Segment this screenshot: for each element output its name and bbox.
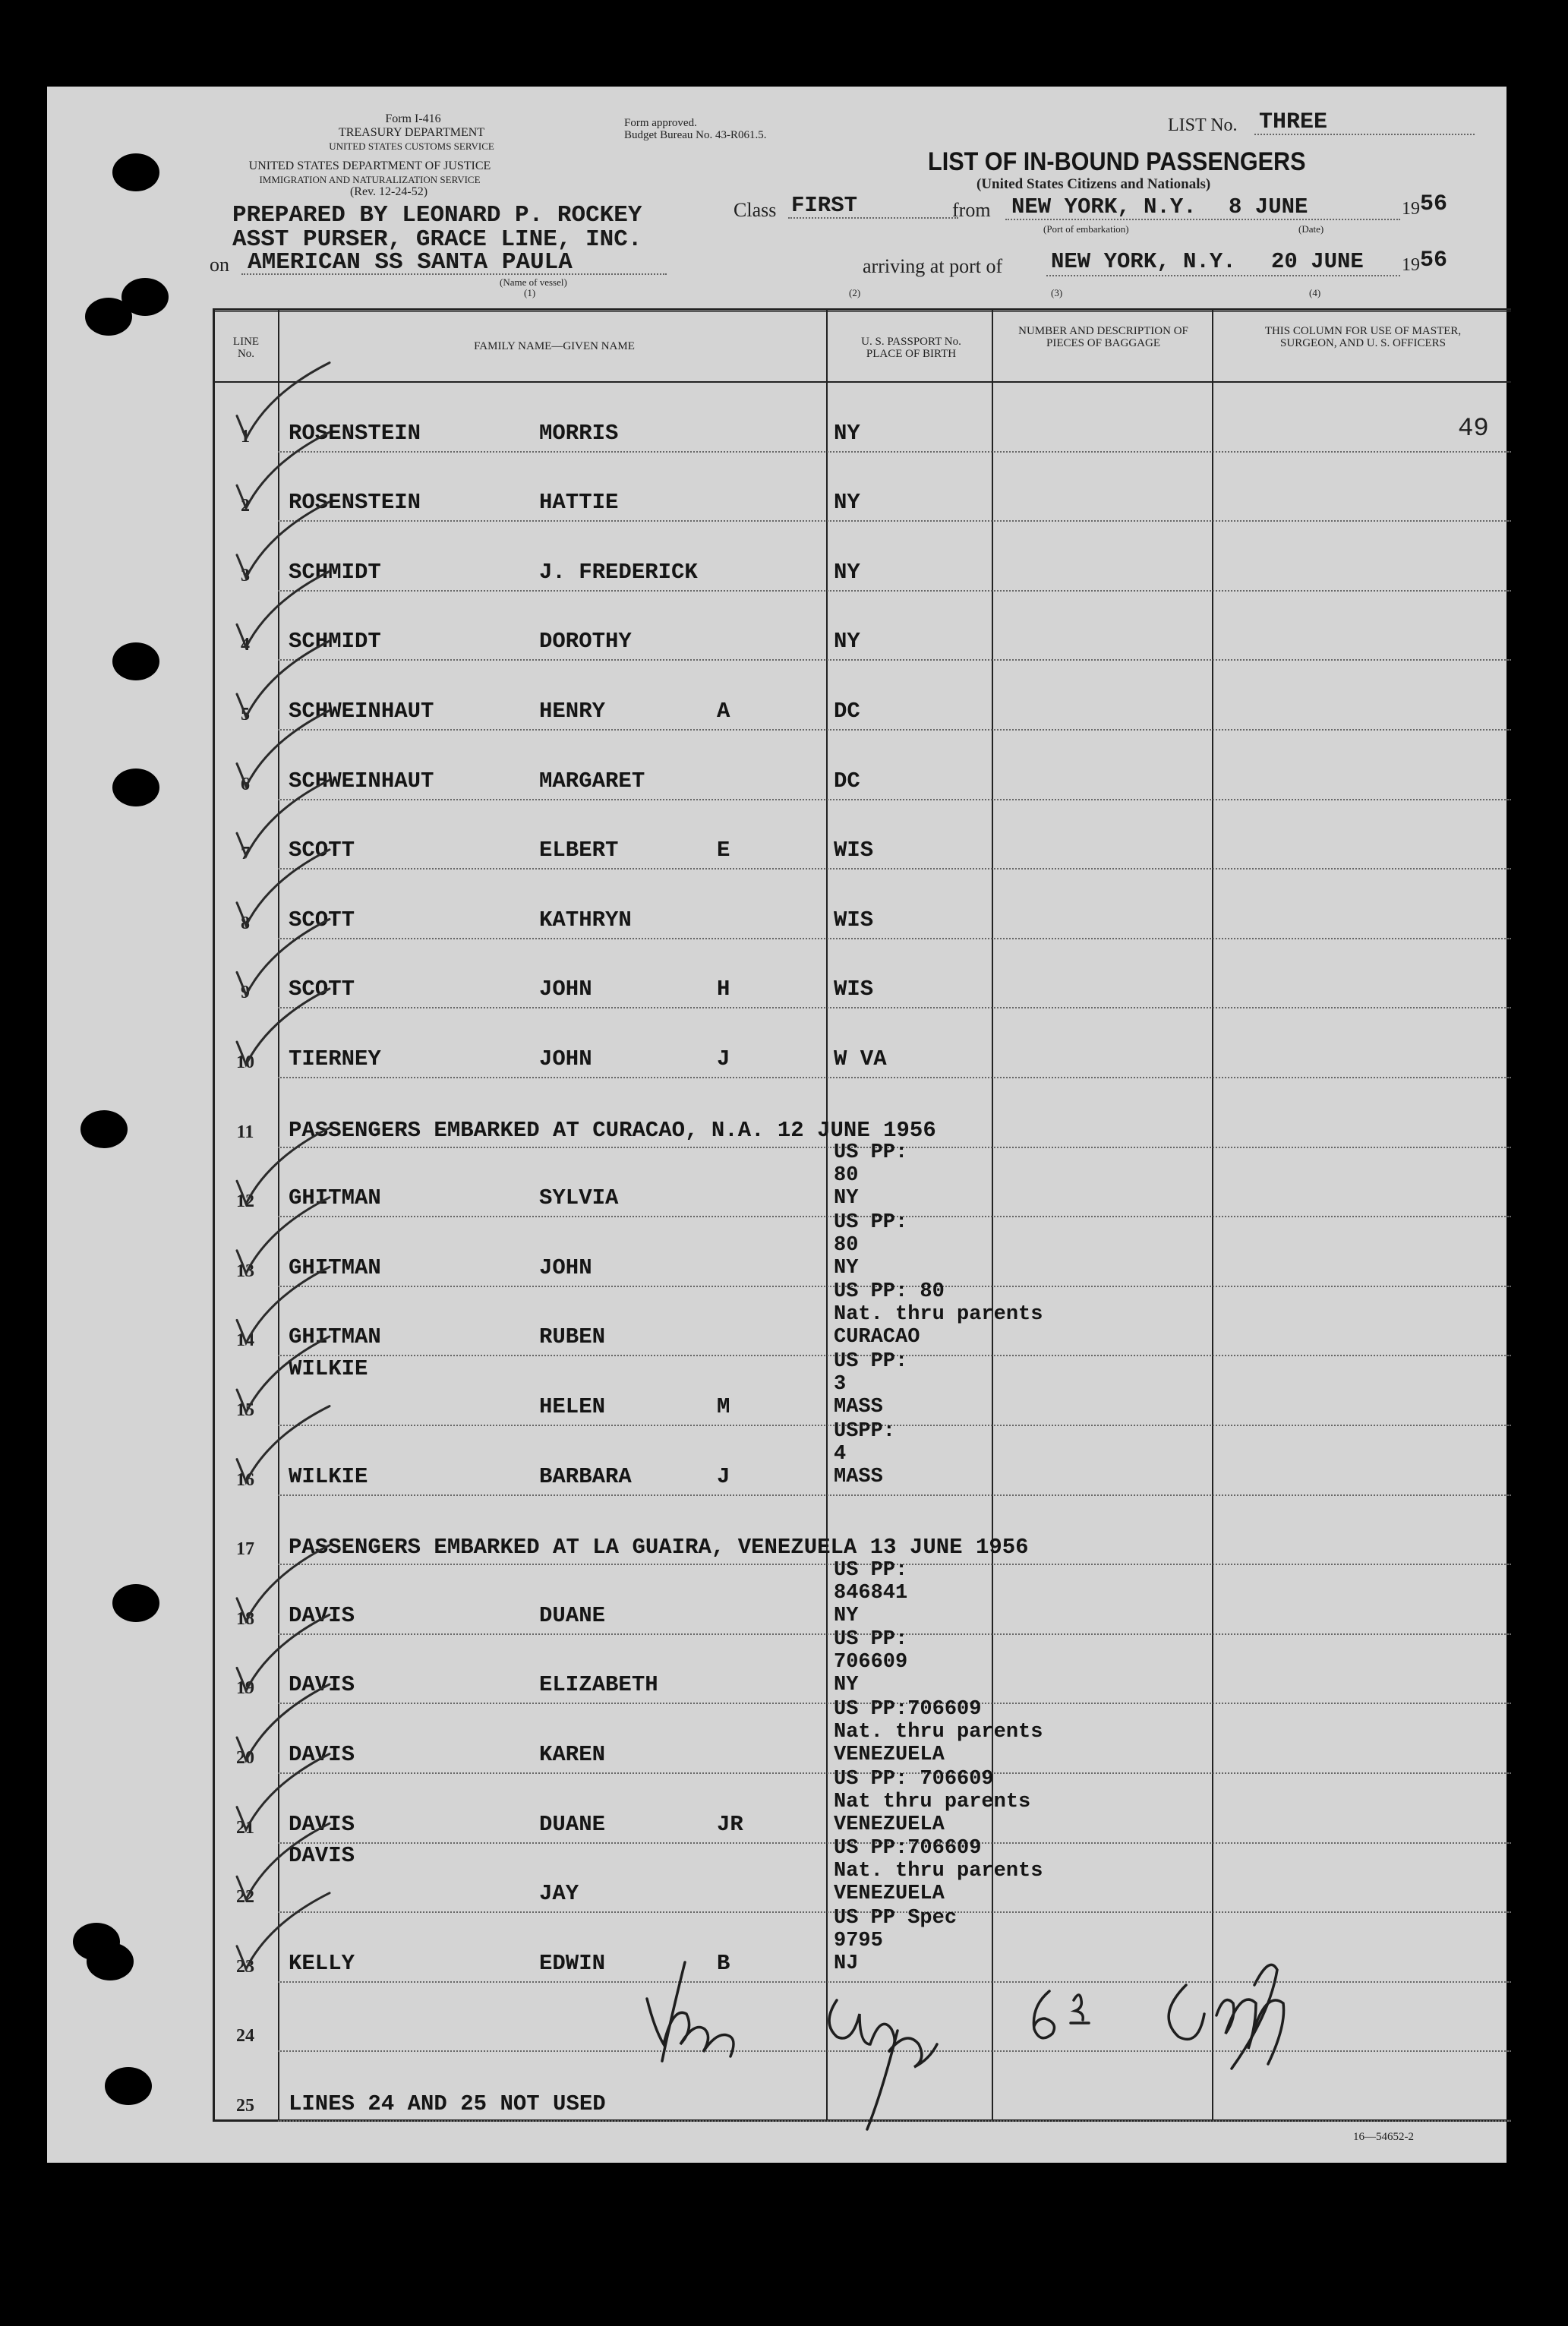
line-number: 1: [241, 426, 250, 447]
passport-birthplace: Nat. thru parents: [834, 1720, 1043, 1744]
line-number: 5: [241, 704, 250, 724]
revision: (Rev. 12-24-52): [349, 185, 428, 198]
given-name: DUANE: [539, 1602, 606, 1628]
given-name: JOHN: [539, 977, 592, 1002]
passport-birthplace: US PP:: [834, 1141, 908, 1165]
line-number: 15: [236, 1400, 254, 1420]
form-number: Form I-416: [385, 112, 441, 125]
section-heading: PASSENGERS EMBARKED AT CURACAO, N.A. 12 JUNE 1956: [289, 1117, 936, 1143]
arrive-date: 20 JUNE: [1271, 249, 1364, 274]
line-number: 17: [236, 1539, 254, 1560]
check-mark: [237, 571, 330, 647]
given-name: HATTIE: [539, 490, 619, 516]
line-number: 13: [236, 1261, 254, 1281]
family-name: DAVIS: [289, 1811, 355, 1837]
given-name: EDWIN: [539, 1950, 606, 1976]
family-name: SCHWEINHAUT: [289, 768, 434, 794]
passport-birthplace: NY: [834, 1187, 859, 1210]
passport-birthplace: US PP Spec: [834, 1906, 958, 1930]
given-name: KAREN: [539, 1741, 606, 1767]
line-number: 3: [241, 565, 250, 585]
given-name: KATHRYN: [539, 907, 632, 933]
col-passport: U. S. PASSPORT No. PLACE OF BIRTH: [861, 336, 961, 360]
punch-hole: [112, 1584, 159, 1622]
line-number: 10: [236, 1052, 254, 1072]
family-name: GHITMAN: [289, 1185, 381, 1211]
line-number: 2: [241, 496, 250, 516]
passport-birthplace: US PP:: [834, 1628, 908, 1652]
punch-hole: [80, 1110, 128, 1148]
passport-birthplace: Nat. thru parents: [834, 1303, 1043, 1327]
ins-service: IMMIGRATION AND NATURALIZATION SERVICE: [259, 174, 481, 185]
passport-birthplace: US PP: 80: [834, 1280, 945, 1304]
given-name: J. FREDERICK: [539, 559, 698, 585]
check-mark: [237, 502, 330, 578]
passport-birthplace: CURACAO: [834, 1326, 920, 1349]
passport-birthplace: WIS: [834, 977, 874, 1002]
middle-initial: M: [717, 1393, 730, 1419]
line-number: 16: [236, 1469, 254, 1490]
section-heading: LINES 24 AND 25 NOT USED: [289, 2091, 606, 2116]
middle-initial: J: [717, 1463, 730, 1489]
family-name: SCOTT: [289, 977, 355, 1002]
family-name: SCOTT: [289, 907, 355, 933]
family-name: WILKIE: [289, 1463, 368, 1489]
passport-birthplace: NJ: [834, 1952, 859, 1975]
arrive-port: NEW YORK, N.Y.: [1051, 249, 1236, 274]
from-label: from: [952, 199, 991, 221]
given-name: HELEN: [539, 1393, 606, 1419]
check-mark: [237, 1684, 330, 1760]
check-mark: [237, 1128, 330, 1204]
form-approved: Form approved.: [624, 117, 697, 129]
date-caption: (Date): [1298, 223, 1324, 235]
list-subtitle: (United States Citizens and Nationals): [976, 176, 1211, 192]
middle-initial: E: [717, 838, 730, 863]
check-mark: [237, 850, 330, 926]
line-number: 22: [236, 1887, 254, 1908]
passport-birthplace: Nat. thru parents: [834, 1860, 1043, 1883]
passport-birthplace: 4: [834, 1442, 847, 1466]
line-number: 6: [241, 774, 250, 794]
passport-birthplace: NY: [834, 629, 860, 655]
from-port: NEW YORK, N.Y.: [1011, 194, 1197, 219]
given-name: HENRY: [539, 698, 606, 724]
caption-4: (4): [1309, 287, 1321, 298]
line-number: 14: [236, 1330, 254, 1351]
caption-1: (1): [524, 287, 536, 298]
arriving-label: arriving at port of: [863, 255, 1003, 277]
class-value: FIRST: [791, 193, 858, 218]
family-name: DAVIS: [289, 1741, 355, 1767]
section-heading: PASSENGERS EMBARKED AT LA GUAIRA, VENEZUELA 13 JUNE 1956: [289, 1535, 1029, 1561]
passport-birthplace: VENEZUELA: [834, 1813, 945, 1836]
family-name: DAVIS: [289, 1672, 355, 1698]
passport-birthplace: VENEZUELA: [834, 1883, 945, 1906]
col-name: FAMILY NAME—GIVEN NAME: [474, 340, 635, 352]
from-year: 56: [1420, 191, 1448, 217]
treasury-dept: TREASURY DEPARTMENT: [338, 126, 485, 139]
check-mark: [237, 1267, 330, 1343]
family-name: ROSENSTEIN: [289, 490, 421, 516]
port-caption: (Port of embarkation): [1043, 223, 1129, 235]
punch-hole: [105, 2067, 152, 2105]
family-name: SCHWEINHAUT: [289, 698, 434, 724]
check-mark: [237, 780, 330, 856]
page-count-mark: 49: [1458, 415, 1489, 443]
passport-birthplace: US PP:: [834, 1558, 908, 1582]
passport-birthplace: US PP:706609: [834, 1837, 982, 1860]
passport-birthplace: 846841: [834, 1581, 908, 1605]
justice-dept: UNITED STATES DEPARTMENT OF JUSTICE: [248, 159, 491, 172]
prepared-title: ASST PURSER, GRACE LINE, INC.: [232, 226, 642, 253]
given-name: DOROTHY: [539, 629, 632, 655]
line-number: 25: [236, 2095, 254, 2116]
prepared-by: PREPARED BY LEONARD P. ROCKEY: [232, 202, 642, 229]
check-mark: [237, 1198, 330, 1273]
list-no-label: LIST No.: [1168, 115, 1238, 135]
given-name: BARBARA: [539, 1463, 632, 1489]
vessel-name: AMERICAN SS SANTA PAULA: [248, 249, 573, 276]
on-label: on: [210, 254, 229, 276]
check-mark: [237, 1893, 330, 1969]
baggage-handwritten-mark: [1033, 1991, 1089, 2038]
passport-birthplace: 3: [834, 1372, 847, 1396]
check-mark: [237, 1614, 330, 1690]
signature-scribble-2: [829, 2000, 937, 2129]
line-number: 19: [236, 1678, 254, 1699]
list-no-value: THREE: [1259, 109, 1328, 135]
col-baggage: NUMBER AND DESCRIPTION OF PIECES OF BAGGAGE: [1018, 325, 1188, 349]
check-mark: [237, 1545, 330, 1621]
footer-code: 16—54652-2: [1353, 2131, 1414, 2143]
middle-initial: H: [717, 977, 730, 1002]
family-name: ROSENSTEIN: [289, 420, 421, 446]
family-name: GHITMAN: [289, 1324, 381, 1350]
passport-birthplace: US PP:706609: [834, 1698, 982, 1721]
punch-hole: [112, 768, 159, 806]
middle-initial: A: [717, 698, 730, 724]
middle-initial: JR: [717, 1811, 743, 1837]
line-number: 21: [236, 1817, 254, 1838]
line-number: 7: [241, 844, 250, 864]
middle-initial: B: [717, 1950, 730, 1976]
list-title: LIST OF IN-BOUND PASSENGERS: [928, 147, 1306, 176]
officer-initials: [1169, 1965, 1283, 2069]
family-name: DAVIS: [289, 1843, 355, 1869]
passport-birthplace: W VA: [834, 1046, 887, 1071]
line-number: 23: [236, 1956, 254, 1977]
caption-3: (3): [1051, 287, 1063, 298]
check-mark: [237, 989, 330, 1065]
passport-birthplace: VENEZUELA: [834, 1743, 945, 1766]
class-label: Class: [734, 199, 777, 221]
given-name: MORRIS: [539, 420, 619, 446]
punch-hole: [112, 642, 159, 680]
from-year-prefix: 19: [1402, 199, 1420, 219]
col-officers: THIS COLUMN FOR USE OF MASTER, SURGEON, AND U. S. OFFICERS: [1264, 325, 1462, 349]
manifest-page: [47, 87, 1506, 2163]
family-name: GHITMAN: [289, 1255, 381, 1280]
passport-birthplace: NY: [834, 1604, 859, 1627]
passport-birthplace: NY: [834, 1674, 859, 1697]
punch-hole: [112, 153, 159, 191]
from-date: 8 JUNE: [1229, 194, 1308, 219]
line-number: 9: [241, 983, 250, 1003]
family-name: KELLY: [289, 1950, 355, 1976]
family-name: TIERNEY: [289, 1046, 381, 1071]
check-mark: [237, 641, 330, 717]
line-number: 4: [241, 635, 250, 655]
passport-birthplace: 706609: [834, 1651, 908, 1674]
check-mark: [237, 432, 330, 508]
check-mark: [237, 363, 330, 439]
passport-birthplace: WIS: [834, 907, 874, 933]
passport-birthplace: 80: [834, 1164, 859, 1188]
handwriting-marks: [47, 87, 1506, 2163]
line-number: 8: [241, 913, 250, 933]
arrive-year-prefix: 19: [1402, 255, 1420, 275]
passport-birthplace: USPP:: [834, 1419, 896, 1443]
customs-service: UNITED STATES CUSTOMS SERVICE: [329, 140, 494, 152]
given-name: MARGARET: [539, 768, 645, 794]
passport-birthplace: MASS: [834, 1465, 883, 1488]
signature-scribble-1: [647, 1962, 734, 2061]
family-name: SCHMIDT: [289, 559, 381, 585]
passport-birthplace: NY: [834, 559, 860, 585]
budget-bureau: Budget Bureau No. 43-R061.5.: [624, 129, 767, 141]
arrive-year: 56: [1420, 248, 1448, 273]
passport-birthplace: NY: [834, 490, 860, 516]
passport-birthplace: WIS: [834, 838, 874, 863]
passport-birthplace: US PP:: [834, 1210, 908, 1234]
passport-birthplace: NY: [834, 1256, 859, 1280]
given-name: DUANE: [539, 1811, 606, 1837]
check-mark: [237, 711, 330, 787]
passport-birthplace: DC: [834, 698, 860, 724]
check-mark: [237, 1823, 330, 1899]
passport-birthplace: NY: [834, 420, 860, 446]
line-number: 20: [236, 1747, 254, 1768]
punch-hole: [87, 1943, 134, 1980]
family-name: SCOTT: [289, 838, 355, 863]
line-number: 11: [236, 1122, 254, 1142]
check-mark: [237, 1406, 330, 1482]
passport-birthplace: DC: [834, 768, 860, 794]
given-name: JAY: [539, 1881, 579, 1907]
family-name: DAVIS: [289, 1602, 355, 1628]
passport-birthplace: US PP: 706609: [834, 1767, 994, 1791]
col-line-no: LINE No.: [232, 336, 260, 360]
passport-birthplace: US PP:: [834, 1350, 908, 1373]
check-mark: [237, 1337, 330, 1412]
vessel-caption: (Name of vessel): [500, 276, 567, 288]
caption-2: (2): [849, 287, 861, 298]
line-number: 12: [236, 1191, 254, 1212]
line-number: 18: [236, 1608, 254, 1629]
passport-birthplace: MASS: [834, 1395, 883, 1419]
family-name: WILKIE: [289, 1356, 368, 1381]
given-name: RUBEN: [539, 1324, 606, 1350]
passport-birthplace: Nat thru parents: [834, 1790, 1031, 1813]
check-mark: [237, 919, 330, 995]
family-name: SCHMIDT: [289, 629, 381, 655]
line-number: 24: [236, 2026, 254, 2047]
given-name: JOHN: [539, 1046, 592, 1071]
given-name: ELBERT: [539, 838, 619, 863]
given-name: JOHN: [539, 1255, 592, 1280]
passport-birthplace: 80: [834, 1233, 859, 1257]
given-name: ELIZABETH: [539, 1672, 658, 1698]
passport-birthplace: 9795: [834, 1929, 883, 1952]
check-mark: [237, 1754, 330, 1830]
given-name: SYLVIA: [539, 1185, 619, 1211]
middle-initial: J: [717, 1046, 730, 1071]
punch-hole: [121, 278, 169, 316]
